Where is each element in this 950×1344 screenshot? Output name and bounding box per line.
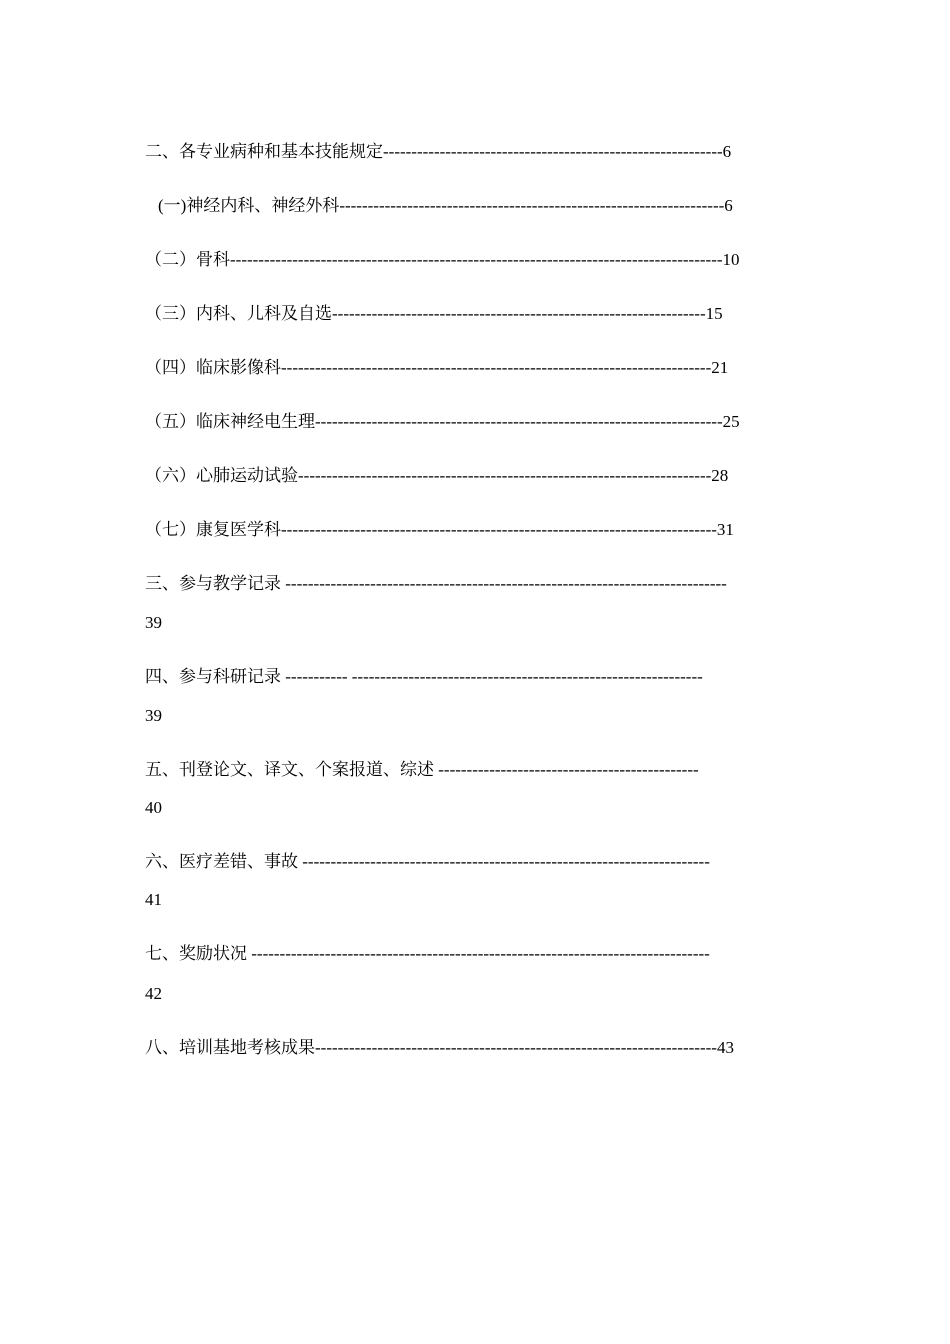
toc-entry-cardiopulmonary: （六）心肺运动试验-------------------------------------------------------------------------28: [145, 466, 729, 485]
toc-entry-orthopedics: （二）骨科---------------------------------------------------------------------------------------10: [145, 250, 740, 269]
toc-entry-assessment-results: 八、培训基地考核成果-----------------------------------------------------------------------43: [145, 1038, 734, 1057]
toc-entry-neurology: (一)神经内科、神经外科--------------------------------------------------------------------6: [158, 196, 733, 215]
toc-entry-teaching-records: 三、参与教学记录 ------------------------------------------------------------------------------: [145, 574, 727, 593]
toc-entry-research-records: 四、参与科研记录 ----------- --------------------------------------------------------------: [145, 667, 703, 686]
toc-entry-rehabilitation: （七）康复医学科-----------------------------------------------------------------------------31: [145, 520, 734, 539]
toc-entry-electrophysiology: （五）临床神经电生理------------------------------------------------------------------------25: [145, 412, 740, 431]
toc-page-research-records: 39: [145, 706, 162, 725]
toc-entry-section-2: 二、各专业病种和基本技能规定------------------------------------------------------------6: [145, 142, 732, 161]
toc-entry-internal-medicine: （三）内科、儿科及自选------------------------------------------------------------------15: [145, 304, 723, 323]
toc-page-medical-errors: 41: [145, 890, 162, 909]
toc-entry-imaging: （四）临床影像科----------------------------------------------------------------------------21: [145, 358, 729, 377]
toc-page-publications: 40: [145, 798, 162, 817]
toc-entry-awards: 七、奖励状况 ---------------------------------------------------------------------------------: [145, 944, 710, 963]
toc-entry-publications: 五、刊登论文、译文、个案报道、综述 ----------------------------------------------: [145, 760, 699, 779]
toc-page-teaching-records: 39: [145, 613, 162, 632]
toc-page-awards: 42: [145, 984, 162, 1003]
toc-entry-medical-errors: 六、医疗差错、事故 ------------------------------------------------------------------------: [145, 852, 710, 871]
